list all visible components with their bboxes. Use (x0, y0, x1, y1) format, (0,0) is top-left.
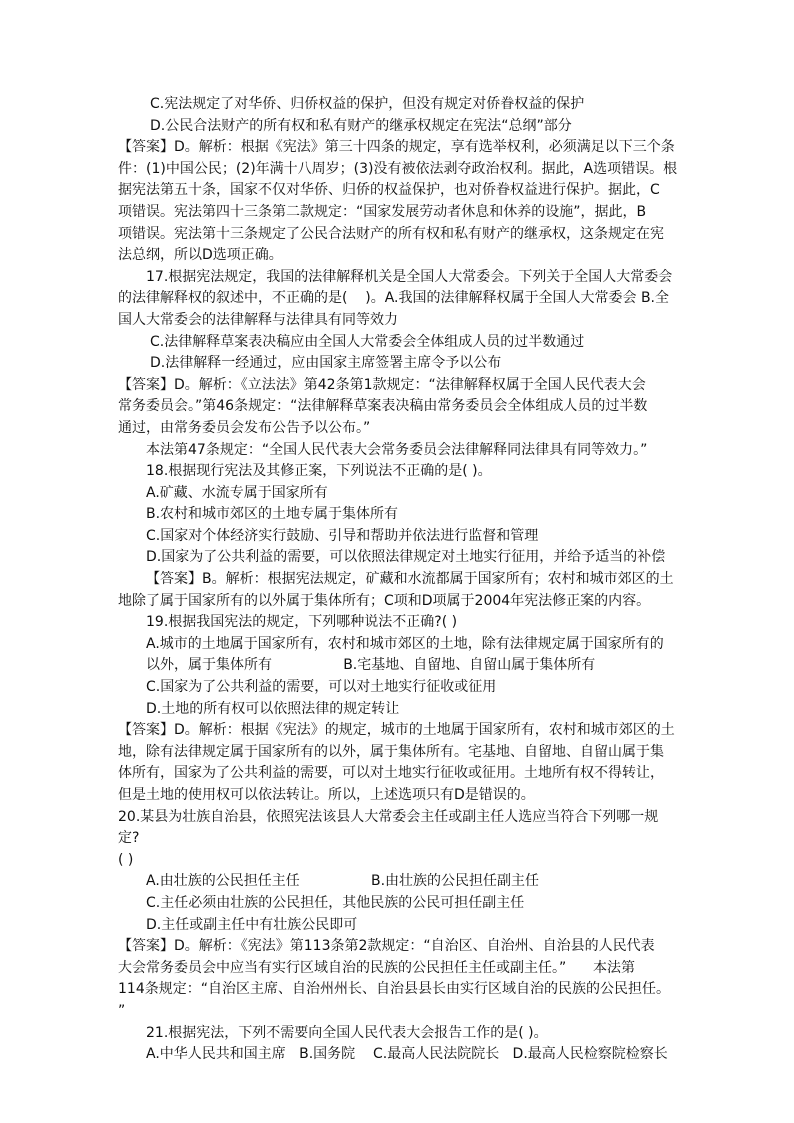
answer-paragraph-line: 件：(1)中国公民；(2)年满十八周岁；(3)没有被依法剥夺政治权利。据此，A选项错误。根 (118, 160, 678, 177)
option-line: D.主任或副主任中有壮族公民即可 (146, 916, 358, 933)
answer-paragraph-line: 本法第47条规定：“全国人民代表大会常务委员会法律解释同法律具有同等效力。” (146, 441, 648, 458)
option-line: 以外，属于集体所有 B.宅基地、自留地、自留山属于集体所有 (146, 657, 596, 674)
question-line: ( ) (118, 851, 134, 868)
option-line: A.矿藏、水流专属于国家所有 (146, 484, 328, 501)
answer-paragraph-line: 【答案】D。解析：根据《宪法》的规定，城市的土地属于国家所有，农村和城市郊区的土 (118, 722, 675, 739)
question-line: 17.根据宪法规定，我国的法律解释机关是全国人大常委会。下列关于全国人大常委会 (146, 268, 673, 285)
answer-paragraph-line: 但是土地的使用权可以依法转让。所以，上述选项只有D是错误的。 (118, 787, 535, 803)
answer-paragraph-line: 【答案】D。解析：《宪法》第113条第2款规定：“自治区、自治州、自治县的人民代表 (118, 938, 655, 955)
option-line: A.城市的土地属于国家所有，农村和城市郊区的土地，除有法律规定属于国家所有的 (146, 635, 664, 652)
answer-paragraph-line: 体所有，国家为了公共利益的需要，可以对土地实行征收或征用。土地所有权不得转让， (118, 765, 664, 782)
answer-paragraph-line: 通过，由常务委员会发布公告予以公布。” (118, 419, 371, 436)
question-line: 18.根据现行宪法及其修正案，下列说法不正确的是( )。 (146, 463, 492, 480)
option-line: A.中华人民共和国主席 B.国务院 C.最高人民法院院长 D.最高人民检察院检察长 (146, 1046, 668, 1063)
option-line: C.国家对个体经济实行鼓励、引导和帮助并依法进行监督和管理 (146, 527, 539, 544)
option-line: D.法律解释一经通过，应由国家主席签署主席令予以公布 (150, 355, 502, 372)
option-line: D.土地的所有权可以依照法律的规定转让 (146, 700, 400, 717)
option-line: D.公民合法财产的所有权和私有财产的继承权规定在宪法“总纲”部分 (150, 117, 572, 134)
option-line: C.国家为了公共利益的需要，可以对土地实行征收或征用 (146, 679, 497, 696)
question-line: 21.根据宪法，下列不需要向全国人民代表大会报告工作的是( )。 (146, 1024, 548, 1041)
answer-paragraph-line: 常务委员会。”第46条规定：“法律解释草案表决稿由常务委员会全体组成人员的过半数 (118, 398, 648, 415)
answer-paragraph-line: 【答案】D。解析：根据《宪法》第三十四条的规定，享有选举权利，必须满足以下三个条 (118, 139, 675, 156)
option-line: B.农村和城市郊区的土地专属于集体所有 (146, 506, 399, 523)
answer-paragraph-line: 大会常务委员会中应当有实行区域自治的民族的公民担任主任或副主任。” 本法第 (118, 959, 635, 976)
question-line: 19.根据我国宪法的规定，下列哪种说法不正确?( ) (146, 614, 458, 631)
document-body (118, 94, 678, 1066)
question-line: 20.某县为壮族自治县，依照宪法该县人大常委会主任或副主任人选应当符合下列哪一规定? (118, 808, 659, 847)
answer-paragraph-line: ” (118, 1002, 126, 1019)
answer-paragraph-line: 114条规定：“自治区主席、自治州州长、自治县县长由实行区域自治的民族的公民担任。 (118, 981, 670, 998)
option-line: C.宪法规定了对华侨、归侨权益的保护，但没有规定对侨眷权益的保护 (150, 96, 585, 112)
option-line: A.由壮族的公民担任主任 B.由壮族的公民担任副主任 (146, 873, 540, 890)
option-line: D.国家为了公共利益的需要，可以依照法律规定对土地实行征用，并给予适当的补偿 (146, 549, 666, 566)
question-line: 国人大常委会的法律解释与法律具有同等效力 (118, 311, 398, 328)
answer-paragraph-line: 【答案】B。解析：根据宪法规定，矿藏和水流都属于国家所有；农村和城市郊区的土 (146, 571, 674, 588)
answer-paragraph-line: 地，除有法律规定属于国家所有的以外，属于集体所有。宅基地、自留地、自留山属于集 (118, 743, 664, 760)
option-line: C.法律解释草案表决稿应由全国人大常委会全体组成人员的过半数通过 (150, 333, 585, 350)
answer-paragraph-line: 【答案】D。解析：《立法法》第42条第1款规定：“法律解释权属于全国人民代表大会 (118, 376, 646, 393)
answer-paragraph-line: 项错误。宪法第十三条规定了公民合法财产的所有权和私有财产的继承权，这条规定在宪 (118, 225, 664, 242)
option-line: C.主任必须由壮族的公民担任，其他民族的公民可担任副主任 (146, 894, 525, 911)
question-line: 的法律解释权的叙述中，不正确的是( )。A.我国的法律解释权属于全国人大常委会 B.全 (118, 290, 670, 307)
answer-paragraph-line: 据宪法第五十条，国家不仅对华侨、归侨的权益保护，也对侨眷权益进行保护。据此，C (118, 182, 660, 199)
answer-paragraph-line: 法总纲，所以D选项正确。 (118, 247, 283, 264)
answer-paragraph-line: 地除了属于国家所有的以外属于集体所有；C项和D项属于2004年宪法修正案的内容。 (118, 592, 651, 609)
answer-paragraph-line: 项错误。宪法第四十三条第二款规定：“国家发展劳动者休息和休养的设施”，据此，B (118, 203, 647, 220)
